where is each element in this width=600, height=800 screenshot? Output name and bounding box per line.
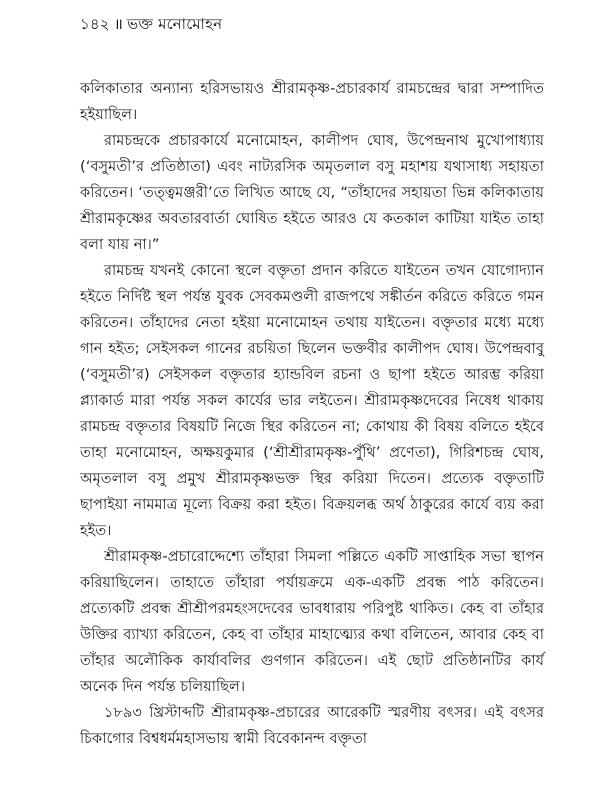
paragraph-5: ১৮৯৩ খ্রিস্টাব্দটি শ্রীরামকৃষ্ণ-প্রচারের আরেকটি স্মরণীয় বৎসর। এই বৎসর চিকাগোর বিশ্বধর্মমহাসভায় স্বামী বিবেকানন্দ বক্তৃতা [80, 704, 544, 747]
body-text [80, 76, 544, 752]
paragraph-3: রামচন্দ্র যখনই কোনো স্থলে বক্তৃতা প্রদান করিতে যাইতেন তখন যোগোদ্যান হইতে নির্দিষ্ট স্থল পর্যন্ত যুবক সেবকমণ্ডলী রাজপথে সঙ্কীর্তন করিতে করিতে গমন করিতেন। তাঁহাদের নেতা হইয়া মনোমোহন তথায় যাইতেন। বক্তৃতার মধ্যে মধ্যে গান হইত; সেইসকল গানের রচয়িতা ছিলেন ভক্তবীর কালীপদ ঘোষ। উপেন্দ্রবাবু (‘বসুমতী’র) সেইসকল বক্তৃতার হ্যান্ডবিল রচনা ও ছাপা হইতে আরম্ভ করিয়া প্ল্যাকার্ড মারা পর্যন্ত সকল কার্যের ভার লইতেন। শ্রীরামকৃষ্ণদেবের নিষেধ থাকায় রামচন্দ্র বক্তৃতার বিষয়টি নিজে স্থির করিতেন না; কোথায় কী বিষয় বলিতে হইবে তাহা মনোমোহন, অক্ষয়কুমার (‘শ্রীশ্রীরামকৃষ্ণ-পুঁথি’ প্রণেতা), গিরিশচন্দ্র ঘোষ, অমৃতলাল বসু প্রমুখ শ্রীরামকৃষ্ণভক্ত স্থির করিয়া দিতেন। প্রত্যেক বক্তৃতাটি ছাপাইয়া নামমাত্র মূল্যে বিক্রয় করা হইত। বিক্রয়লব্ধ অর্থ ঠাকুরের কার্যে ব্যয় করা হইত। [80, 262, 544, 539]
book-title: ভক্ত মনোমোহন [127, 15, 223, 33]
paragraph-1: কলিকাতার অন্যান্য হরিসভায়ও শ্রীরামকৃষ্ণ-প্রচারকার্য রামচন্দ্রের দ্বারা সম্পাদিত হইয়াছিল। [80, 80, 544, 123]
paragraph-2: রামচন্দ্রকে প্রচারকার্যে মনোমোহন, কালীপদ ঘোষ, উপেন্দ্রনাথ মুখোপাধ্যায় (‘বসুমতী’র প্রতিষ্ঠাতা) এবং নাট্যরসিক অমৃতলাল বসু মহাশয় যথাসাধ্য সহায়তা করিতেন। ‘তত্ত্বমঞ্জরী’তে লিখিত আছে যে, “তাঁহাদের সহায়তা ভিন্ন কলিকাতায় শ্রীরামকৃষ্ণের অবতারবার্তা ঘোষিত হইতে আরও যে কতকাল কাটিয়া যাইত তাহা বলা যায় না।” [80, 132, 544, 253]
header-separator: ॥ [113, 15, 124, 33]
running-head [80, 14, 544, 34]
paragraph-4: শ্রীরামকৃষ্ণ-প্রচারোদ্দেশ্যে তাঁহারা সিমলা পল্লিতে একটি সাপ্তাহিক সভা স্থাপন করিয়াছিলেন। তাহাতে তাঁহারা পর্যায়ক্রমে এক-একটি প্রবন্ধ পাঠ করিতেন। প্রত্যেকটি প্রবন্ধ শ্রীশ্রীপরমহংসদেবের ভাবধারায় পরিপুষ্ট থাকিত। কেহ বা তাঁহার উক্তির ব্যাখ্যা করিতেন, কেহ বা তাঁহার মাহাত্ম্যের কথা বলিতেন, আবার কেহ বা তাঁহার অলৌকিক কার্যাবলির গুণগান করিতেন। এই ছোট প্রতিষ্ঠানটির কার্য অনেক দিন পর্যন্ত চলিয়াছিল। [80, 548, 544, 695]
page-number: ১৪২ [80, 15, 110, 33]
